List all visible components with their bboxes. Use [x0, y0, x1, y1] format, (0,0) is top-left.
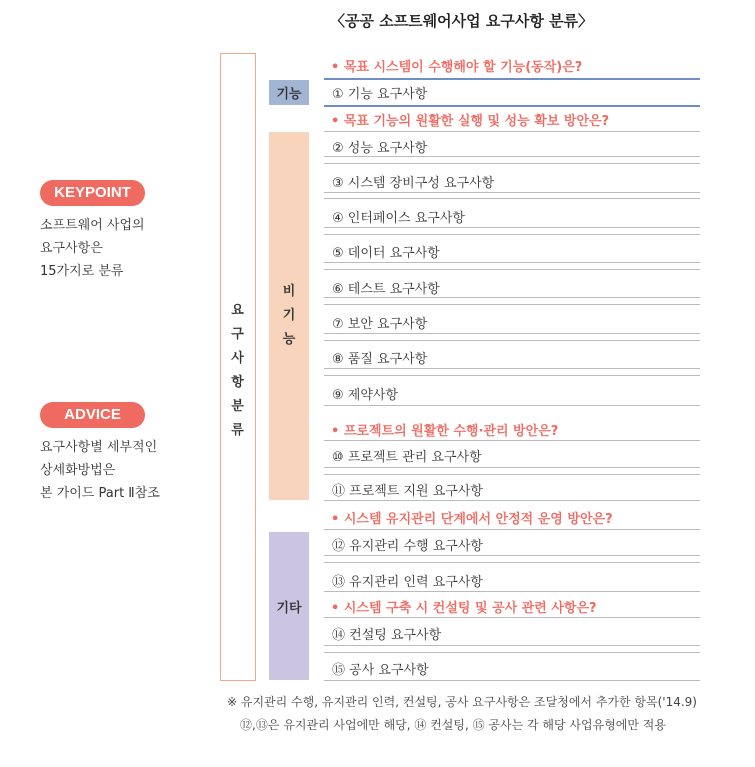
divider: [324, 500, 700, 501]
divider: [324, 198, 700, 199]
list-item: ⑦ 보안 요구사항: [332, 317, 428, 332]
classification-frame: [220, 53, 256, 681]
divider: [324, 591, 700, 592]
classification-label: [221, 299, 254, 443]
divider: [324, 467, 700, 468]
divider: [324, 340, 700, 341]
list-item: ⑨ 제약사항: [332, 388, 399, 403]
label-char: 분: [231, 399, 244, 414]
page-title: 〈공공 소프트웨어사업 요구사항 분류〉: [330, 12, 594, 30]
label-char: 사: [231, 351, 244, 366]
divider: [324, 680, 700, 681]
advice-line: 요구사항별 세부적인: [40, 440, 158, 455]
list-item: ③ 시스템 장비구성 요구사항: [332, 176, 495, 191]
divider: [324, 78, 700, 80]
advice-text: [40, 436, 160, 505]
keypoint-line: 요구사항은: [40, 241, 103, 256]
advice-line: 상세화방법은: [40, 463, 116, 478]
divider: [324, 333, 700, 334]
divider: [324, 652, 700, 653]
list-item: ⑮ 공사 요구사항: [332, 663, 429, 678]
footnote: ⑫,⑬은 유지관리 사업에만 해당, ⑭ 컨설팅, ⑮ 공사는 각 해당 사업유형에만 적용: [240, 718, 666, 732]
list-item: ① 기능 요구사항: [332, 87, 428, 102]
keypoint-line: 소프트웨어 사업의: [40, 218, 145, 233]
keypoint-text: [40, 214, 145, 283]
divider: [324, 297, 700, 298]
divider: [324, 529, 700, 530]
divider: [324, 234, 700, 235]
list-item: ⑭ 컨설팅 요구사항: [332, 628, 442, 643]
category-char: 능: [282, 332, 296, 347]
category-nonfunctional: [269, 132, 309, 500]
question-consulting: • 시스템 구축 시 컨설팅 및 공사 관련 사항은?: [331, 601, 597, 616]
label-char: 요: [231, 303, 244, 318]
footnote: ※ 유지관리 수행, 유지관리 인력, 컨설팅, 공사 요구사항은 조달청에서 추가한 항목('14.9): [227, 695, 697, 709]
divider: [324, 105, 700, 107]
divider: [324, 405, 700, 406]
divider: [324, 375, 700, 376]
divider: [324, 562, 700, 563]
keypoint-line: 15가지로 분류: [40, 264, 124, 279]
divider: [324, 440, 700, 441]
divider: [324, 131, 700, 132]
divider: [324, 262, 700, 263]
advice-line: 본 가이드 Part Ⅱ참조: [40, 486, 160, 501]
divider: [324, 156, 700, 157]
list-item: ⑬ 유지관리 인력 요구사항: [332, 575, 483, 590]
divider: [324, 227, 700, 228]
advice-badge: ADVICE: [40, 402, 145, 428]
keypoint-badge: KEYPOINT: [40, 180, 145, 206]
divider: [324, 474, 700, 475]
category-char: 비: [282, 284, 296, 299]
list-item: ⑤ 데이터 요구사항: [332, 246, 440, 261]
list-item: ⑪ 프로젝트 지원 요구사항: [332, 484, 483, 499]
category-char: 기: [282, 308, 296, 323]
divider: [324, 269, 700, 270]
category-other: 기타: [269, 532, 309, 680]
divider: [324, 645, 700, 646]
divider: [324, 617, 700, 618]
label-char: 류: [231, 423, 244, 438]
divider: [324, 192, 700, 193]
divider: [324, 555, 700, 556]
question-project: • 프로젝트의 원활한 수행·관리 방안은?: [331, 424, 559, 439]
list-item: ② 성능 요구사항: [332, 141, 428, 156]
question-performance: • 목표 기능의 원활한 실행 및 성능 확보 방안은?: [331, 114, 610, 129]
divider: [324, 163, 700, 164]
list-item: ⑫ 유지관리 수행 요구사항: [332, 539, 483, 554]
divider: [324, 368, 700, 369]
list-item: ⑥ 테스트 요구사항: [332, 282, 440, 297]
label-char: 항: [231, 375, 244, 390]
category-functional: 기능: [269, 80, 309, 105]
list-item: ④ 인터페이스 요구사항: [332, 211, 465, 226]
list-item: ⑧ 품질 요구사항: [332, 352, 428, 367]
question-maintenance: • 시스템 유지관리 단계에서 안정적 운영 방안은?: [331, 512, 613, 527]
question-functional: • 목표 시스템이 수행해야 할 기능(동작)은?: [331, 60, 583, 75]
list-item: ⑩ 프로젝트 관리 요구사항: [332, 450, 482, 465]
divider: [324, 304, 700, 305]
label-char: 구: [231, 327, 244, 342]
